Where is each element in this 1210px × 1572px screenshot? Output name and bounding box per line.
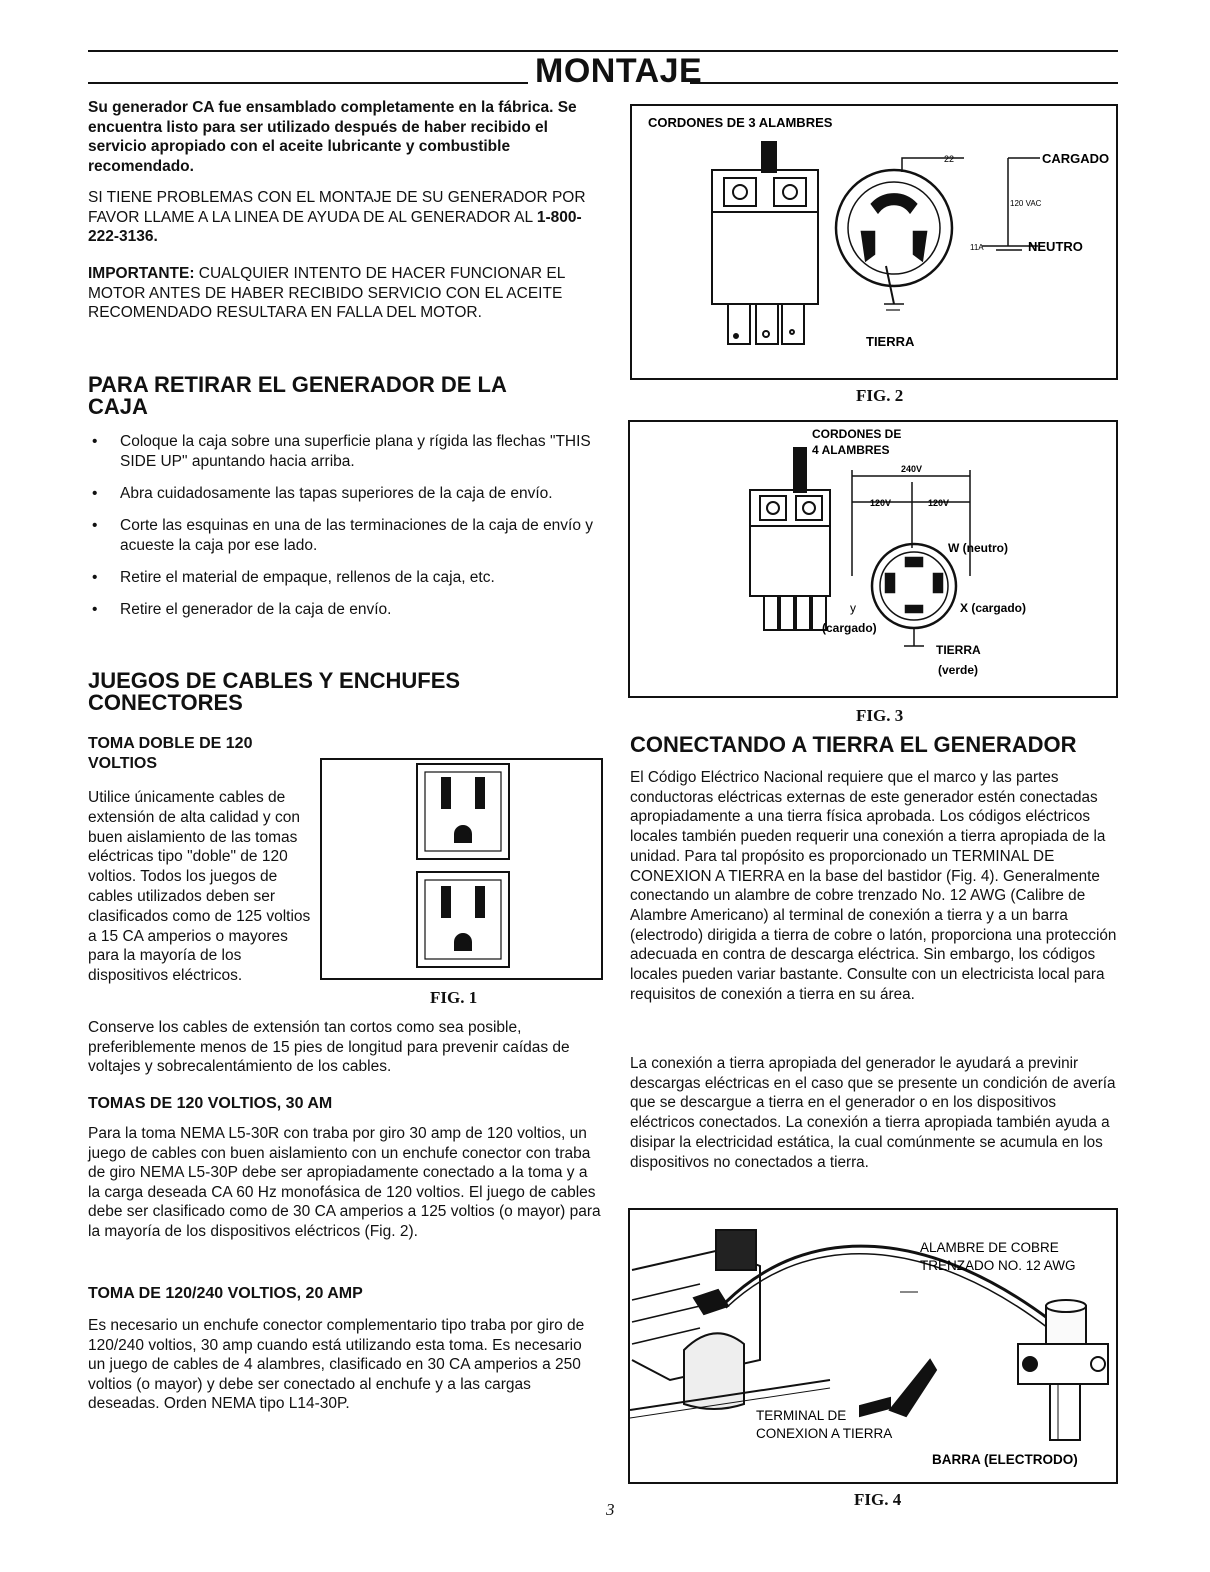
fig2-title: CORDONES DE 3 ALAMBRES: [648, 115, 833, 130]
fig2-box: [630, 104, 1118, 380]
fig3-label-w: W (neutro): [948, 541, 1008, 555]
generator-frame: [630, 1230, 936, 1418]
fig2-caption: FIG. 2: [856, 386, 904, 405]
fig3-label-y: y: [850, 601, 856, 615]
page-title: MONTAJE: [535, 52, 703, 90]
fig3-label-verde: (verde): [938, 663, 979, 677]
fig1-box: [320, 758, 603, 980]
duplex-outlet-illustration: [322, 760, 601, 978]
toma-doble-text: Utilice únicamente cables de extensión de alta calidad y con buen aislamiento de las tomas eléctricas tipo "doble" de 120 voltios. Todos los juegos de cables utilizados deben ser clasificados como de 125 voltios a 15 CA amperios o mayores para la mayoría de los dispositivos eléctricos.: [88, 789, 311, 985]
header-rule-right: [690, 82, 1118, 84]
fig3-label-y-cargado: (cargado): [822, 621, 877, 635]
toma-240-heading: TOMA DE 120/240 VOLTIOS, 20 AMP: [88, 1285, 363, 1302]
intro-paragraph: Su generador CA fue ensamblado completamente en la fábrica. Se encuentra listo para ser utilizado después de haber recibido el servicio apropiado con el aceite lubricante y combustible recomendado.: [88, 99, 577, 175]
important-text: CUALQUIER INTENTO DE HACER FUNCIONAR EL MOTOR ANTES DE HABER RECIBIDO SERVICIO CON EL ACEITE RECOMENDADO RESULTARA EN FALLA DEL MOTOR.: [88, 265, 565, 321]
list-item: • Retire el material de empaque, rellenos de la caja, etc.: [88, 568, 603, 588]
three-wire-plug-illustration: [632, 106, 1116, 378]
receptacle-face: [836, 170, 952, 310]
fig3-label-120a: 120V: [870, 498, 892, 508]
fig2-label-neutro: NEUTRO: [1028, 239, 1083, 254]
ground-heading: CONECTANDO A TIERRA EL GENERADOR: [630, 732, 1077, 757]
ground-rod: [1018, 1300, 1108, 1440]
grounding-illustration: [630, 1210, 1116, 1482]
fig3-label-240: 240V: [901, 464, 923, 474]
important-paragraph: [88, 264, 603, 323]
tomas-30-text: Para la toma NEMA L5-30R con traba por giro 30 amp de 120 voltios, un juego de cables con buen aislamiento con un enchufe conector con traba de giro NEMA L5-30P debe ser apropiadamente conectado a la toma y a la carga deseada CA 60 Hz monofásica de 120 voltios. El juego de cables debe ser clasificado como de 30 CA amperios a 125 voltios (o mayor) para la mayoría de los dispositivos eléctricos (Fig. 2).: [88, 1125, 601, 1240]
fig3-title-line1: CORDONES DE: [812, 427, 902, 441]
fig3-caption: FIG. 3: [856, 706, 904, 725]
cables-heading: JUEGOS DE CABLES Y ENCHUFES CONECTORES: [88, 668, 461, 715]
fig4-label-terminal-2: CONEXION A TIERRA: [756, 1426, 893, 1441]
remove-heading: PARA RETIRAR EL GENERADOR DE LA CAJA: [88, 372, 507, 419]
fig1-caption: FIG. 1: [430, 988, 478, 1007]
fig2-label-cargado: CARGADO: [1042, 151, 1110, 166]
fig4-label-barra: BARRA (ELECTRODO): [932, 1452, 1078, 1467]
outlet-upper: [417, 764, 509, 859]
ground-paragraph-2: La conexión a tierra apropiada del generador le ayudará a previnir descargas eléctricas en el caso que se presente un condición de avería que se descargue a tierra en el generador o en los dispositivos eléctricos conectados. La conexión a tierra apropiada también ayuda a disipar la electricidad estática, la cual comúnmente se acumula en los dispositivos no conectados a tierra.: [630, 1055, 1116, 1171]
header-rule-left: [88, 82, 528, 84]
tomas-30-heading: TOMAS DE 120 VOLTIOS, 30 AM: [88, 1095, 333, 1112]
fig4-caption: FIG. 4: [854, 1490, 902, 1509]
list-item: • Retire el generador de la caja de envío.: [88, 600, 603, 620]
toma-doble-text-continued: Conserve los cables de extensión tan cortos como sea posible, preferiblemente menos de 15 pies de longitud para prevenir caídas de voltajes y sobrecalentámiento de los cables.: [88, 1019, 570, 1075]
fig2-label-11a: 11A: [970, 243, 984, 252]
four-wire-plug-illustration: [630, 422, 1116, 696]
helpline-phone: 1-800-222-3136.: [88, 208, 582, 245]
list-item: • Corte las esquinas en una de las terminaciones de la caja de envío y acueste la caja por ese lado.: [88, 516, 603, 556]
plug-body: [712, 142, 818, 344]
fig4-box: [628, 1208, 1118, 1484]
fig4-label-terminal-1: TERMINAL DE: [756, 1408, 847, 1423]
ground-paragraph-1: El Código Eléctrico Nacional requiere que el marco y las partes conductoras eléctricas externas de este generador estén conectadas apropiadamente a una tierra física aprobada. Los códigos eléctricos locales también pueden requerir una conexión a tierra apropiada de la unidad. Para tal propósito es proporcionado un TERMINAL DE CONEXION A TIERRA en la base del bastidor (Fig. 4). Generalmente conectando un alambre de cobre trenzado No. 12 AWG (Calibre de Alambre Americano) al terminal de conexión a tierra y a un barra (electrodo) dirigida a tierra de cobre o latón, proporciona una protección adecuada en contra de descarga eléctrica. Sin embargo, los códigos locales pueden variar bastante. Consulte con un electricista local para requisitos de conexión a tierra en su área.: [630, 769, 1117, 1003]
fig3-title-line2: 4 ALAMBRES: [812, 443, 890, 457]
fig2-label-120vac: 120 VAC: [1010, 199, 1042, 208]
list-item: • Abra cuidadosamente las tapas superiores de la caja de envío.: [88, 484, 603, 504]
toma-240-text: Es necesario un enchufe conector complementario tipo traba por giro de 120/240 voltios, 30 amp cuando está utilizando esta toma. Es necesario un juego de cables de 4 alambres, clasificado en 30 CA amperios a 250 voltios (o mayor) y debe ser conectado al enchufe y a las cargas deseadas. Orden NEMA tipo L14-30P.: [88, 1317, 585, 1412]
fig3-label-x: X (cargado): [960, 601, 1027, 615]
outlet-lower: [417, 872, 509, 967]
fig3-box: [628, 420, 1118, 698]
fig2-label-tierra: TIERRA: [866, 334, 915, 349]
fig4-label-wire-1: ALAMBRE DE COBRE: [920, 1240, 1059, 1255]
page-number: 3: [606, 1500, 615, 1519]
fig4-label-wire-2: TRENZADO NO. 12 AWG: [920, 1258, 1076, 1273]
helpline-text: SI TIENE PROBLEMAS CON EL MONTAJE DE SU GENERADOR POR FAVOR LLAME A LA LINEA DE AYUDA DE AL GENERADOR AL: [88, 189, 586, 226]
fig3-label-tierra: TIERRA: [936, 643, 981, 657]
receptacle4-face: [872, 544, 956, 646]
important-label: IMPORTANTE:: [88, 265, 195, 282]
list-item: • Coloque la caja sobre una superficie plana y rígida las flechas "THIS SIDE UP" apuntando hacia arriba.: [88, 432, 603, 472]
remove-bullet-list: [88, 432, 603, 632]
fig3-label-120b: 120V: [928, 498, 950, 508]
toma-doble-heading: TOMA DOBLE DE 120 VOLTIOS: [88, 735, 253, 772]
helpline-paragraph: [88, 188, 603, 247]
fig2-label-22: 22: [944, 154, 955, 164]
plug4-body: [750, 448, 830, 630]
